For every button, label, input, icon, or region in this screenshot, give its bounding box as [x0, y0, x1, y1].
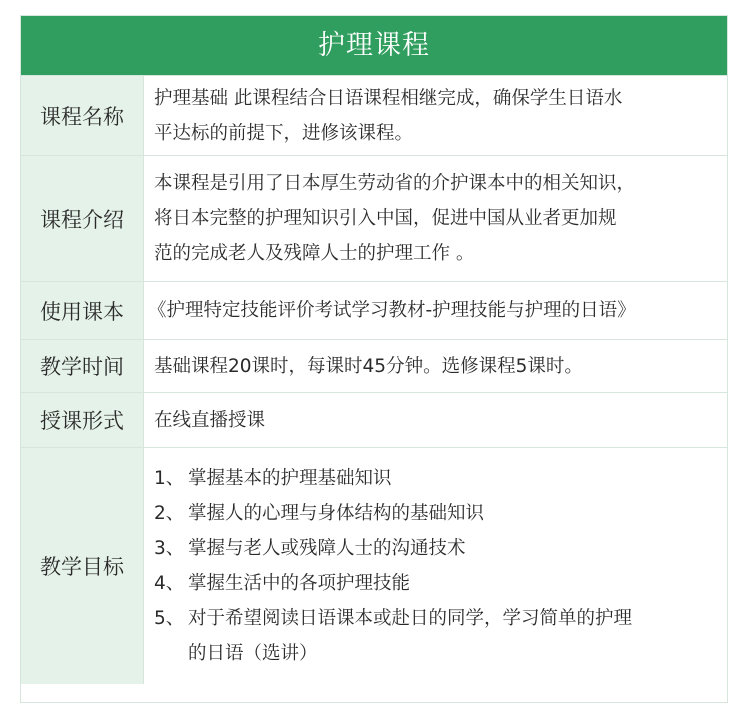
row-teaching-format — [21, 392, 727, 447]
list-item — [154, 496, 715, 531]
list-item — [154, 461, 715, 496]
course-card — [20, 15, 728, 703]
row-value — [144, 393, 727, 447]
value-line: 本课程是引用了日本厚生劳动省的介护课本中的相关知识， — [154, 173, 636, 194]
row-label: 教学时间 — [21, 340, 144, 392]
row-teaching-time — [21, 339, 727, 392]
row-label: 授课形式 — [21, 393, 144, 447]
value-line: 范的完成老人及残障人士的护理工作 。 — [154, 243, 475, 264]
value-line: 基础课程20课时，每课时45分钟。选修课程5课时。 — [154, 355, 583, 377]
row-course-intro — [21, 155, 727, 281]
page-title: 护理课程 — [21, 16, 727, 75]
goal-number: 5、 — [154, 608, 185, 629]
goal-list — [144, 448, 727, 684]
row-textbook — [21, 281, 727, 339]
row-value — [144, 156, 727, 281]
goal-text-line: 的日语（选讲） — [188, 643, 318, 664]
row-value — [144, 282, 727, 339]
row-teaching-goals — [21, 447, 727, 684]
row-label: 课程名称 — [21, 76, 144, 155]
row-value — [144, 340, 727, 392]
row-label: 使用课本 — [21, 282, 144, 339]
value-line: 将日本完整的护理知识引入中国，促进中国从业者更加规 — [154, 208, 617, 229]
goal-text-line: 对于希望阅读日语课本或赴日的同学，学习简单的护理 — [188, 608, 633, 629]
list-item — [154, 601, 715, 671]
goal-text: 掌握基本的护理基础知识 — [188, 468, 392, 489]
row-label: 教学目标 — [21, 448, 144, 684]
goal-text: 掌握与老人或残障人士的沟通技术 — [188, 538, 466, 559]
row-course-name — [21, 75, 727, 155]
list-item — [154, 566, 715, 601]
goal-number: 2、 — [154, 503, 185, 524]
value-line: 《护理特定技能评价考试学习教材-护理技能与护理的日语》 — [148, 300, 636, 321]
list-item — [154, 531, 715, 566]
goal-number: 1、 — [154, 468, 185, 489]
goal-number: 4、 — [154, 573, 185, 594]
goal-text: 掌握人的心理与身体结构的基础知识 — [188, 503, 485, 524]
row-label: 课程介绍 — [21, 156, 144, 281]
value-line: 平达标的前提下，进修该课程。 — [154, 122, 414, 144]
goal-number: 3、 — [154, 538, 185, 559]
goal-text: 掌握生活中的各项护理技能 — [188, 573, 411, 594]
value-line: 在线直播授课 — [154, 409, 266, 431]
value-line: 护理基础 此课程结合日语课程相继完成，确保学生日语水 — [154, 87, 623, 109]
goal-text — [188, 601, 715, 671]
row-value — [144, 76, 727, 155]
